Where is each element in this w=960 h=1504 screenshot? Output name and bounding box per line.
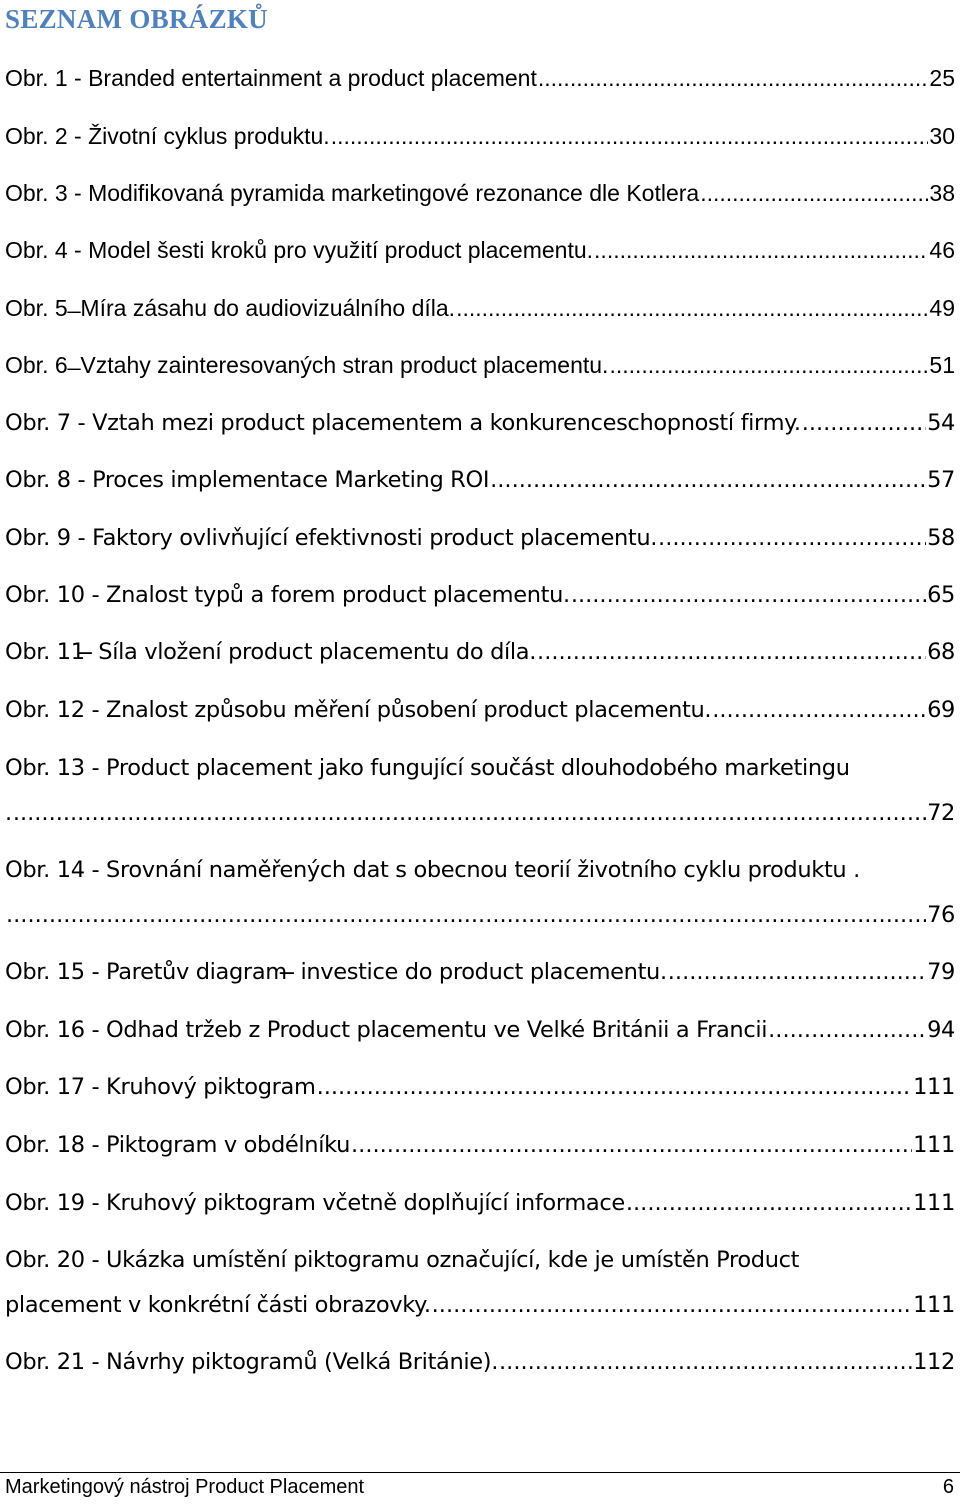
- dot-leader: [432, 1285, 912, 1325]
- dot-leader: [456, 288, 928, 328]
- dot-leader: [317, 1067, 913, 1107]
- figure-entry-page-number: 79: [927, 959, 955, 985]
- figure-entry[interactable]: [5, 632, 955, 672]
- dot-leader: [594, 230, 928, 270]
- figure-entry-page-number: 46: [929, 237, 955, 263]
- figure-entry[interactable]: [5, 1183, 955, 1223]
- figure-entry[interactable]: [5, 460, 955, 500]
- figure-entry-page-number: 69: [927, 697, 955, 723]
- list-of-figures-heading: SEZNAM OBRÁZKŮ: [5, 4, 268, 34]
- figure-entry[interactable]: [5, 288, 955, 328]
- figure-entry[interactable]: [5, 1342, 955, 1382]
- figure-entry-line: [5, 575, 955, 615]
- figure-entry-line: [5, 460, 955, 500]
- dot-leader: [331, 116, 929, 156]
- figure-entry-line: [5, 1010, 955, 1050]
- dot-leader: [537, 632, 926, 672]
- figure-entry-line: [5, 1067, 955, 1107]
- figure-entry-label-line1: Obr. 20 - Ukázka umístění piktogramu označující, kde je umístěn Product: [5, 1247, 800, 1273]
- dot-leader: [802, 403, 926, 443]
- figure-entry[interactable]: [5, 116, 955, 156]
- figure-entry-line: [5, 230, 955, 270]
- figure-entry-label-line1: Obr. 13 - Product placement jako fungující součást dlouhodobého marketingu: [5, 755, 850, 781]
- figure-entry[interactable]: [5, 575, 955, 615]
- figure-entry-page-number: 58: [927, 525, 955, 551]
- dot-leader: [712, 690, 926, 730]
- figure-entry-label: Obr. 17 - Kruhový piktogram: [5, 1074, 316, 1100]
- figure-entry-line: [5, 952, 955, 992]
- figure-entry-label: Obr. 2 - Životní cyklus produktu.: [5, 123, 330, 149]
- figure-entry-label: Obr. 7 - Vztah mezi product placementem a konkurenceschopností firmy.: [5, 410, 801, 436]
- figure-entry-label: Obr. 6 ̶ Vztahy zainteresovaných stran product placementu.: [5, 352, 609, 378]
- figure-entry[interactable]: [5, 1010, 955, 1050]
- footer-page-number: 6: [942, 1476, 954, 1498]
- figure-entry-line: [5, 58, 955, 98]
- figure-entry-page-number: 65: [927, 582, 955, 608]
- figure-entry[interactable]: [5, 1240, 955, 1325]
- dot-leader: [571, 575, 926, 615]
- figure-entry-label: Obr. 16 - Odhad tržeb z Product placementu ve Velké Británii a Francii: [5, 1017, 768, 1043]
- footer-rule: [0, 1472, 960, 1473]
- figure-entry-line: [5, 1125, 955, 1165]
- figure-entry-line: [5, 403, 955, 443]
- figure-entry-line: [5, 345, 955, 385]
- figure-entry-label: Obr. 4 - Model šesti kroků pro využití product placementu.: [5, 237, 594, 263]
- dot-leader: [658, 518, 926, 558]
- dot-leader: [490, 460, 926, 500]
- figure-entry-page-number: 111: [913, 1074, 955, 1100]
- figure-entry-page-number: 38: [929, 180, 955, 206]
- figure-entry-label: Obr. 18 - Piktogram v obdélníku: [5, 1132, 351, 1158]
- figure-entry-label: Obr. 8 - Proces implementace Marketing ROI: [5, 467, 490, 493]
- figure-entry-label: Obr. 21 - Návrhy piktogramů (Velká Británie).: [5, 1349, 499, 1375]
- figure-entry-page-number: 51: [929, 352, 955, 378]
- figure-entry-page-number: 30: [929, 123, 955, 149]
- figure-entry-page-number: 111: [913, 1190, 955, 1216]
- dot-leader: [6, 895, 926, 935]
- dot-leader: [700, 173, 928, 213]
- figure-entry-line: [5, 116, 955, 156]
- figure-entry[interactable]: [5, 748, 955, 833]
- figure-entry[interactable]: [5, 518, 955, 558]
- figure-entry-label: .: [5, 800, 12, 826]
- figure-entry-label: Obr. 15 - Paretův diagram ̶ investice do product placementu.: [5, 959, 667, 985]
- dot-leader: [626, 1183, 912, 1223]
- figure-entry[interactable]: [5, 345, 955, 385]
- footer-title: Marketingový nástroj Product Placement: [5, 1476, 365, 1498]
- figure-entry[interactable]: [5, 1067, 955, 1107]
- figure-entry-page-number: 112: [913, 1349, 955, 1375]
- figure-entry-page-number: 94: [927, 1017, 955, 1043]
- figure-entry-label: Obr. 3 - Modifikovaná pyramida marketingové rezonance dle Kotlera: [5, 180, 700, 206]
- dot-leader: [768, 1010, 926, 1050]
- dot-leader: [13, 793, 926, 833]
- figure-entry-line: [5, 173, 955, 213]
- figure-entry[interactable]: [5, 173, 955, 213]
- figure-entry-label-line1: Obr. 14 - Srovnání naměřených dat s obecnou teorií životního cyklu produktu .: [5, 857, 860, 883]
- figure-entry-label: Obr. 10 - Znalost typů a forem product placementu.: [5, 582, 570, 608]
- figure-entry-page-number: 49: [929, 295, 955, 321]
- figure-entry-label: Obr. 19 - Kruhový piktogram včetně doplňující informace: [5, 1190, 625, 1216]
- figure-entry-line: [5, 793, 955, 833]
- figure-entry-page-number: 72: [927, 800, 955, 826]
- figure-entry-page-number: 76: [927, 902, 955, 928]
- figure-entry-page-number: 111: [913, 1132, 955, 1158]
- figure-entry-page-number: 111: [913, 1292, 955, 1318]
- figure-entry[interactable]: [5, 58, 955, 98]
- figure-entry-label: Obr. 12 - Znalost způsobu měření působení product placementu.: [5, 697, 712, 723]
- figure-entry-page-number: 68: [927, 639, 955, 665]
- figure-entry-label: Obr. 9 - Faktory ovlivňující efektivnosti product placementu.: [5, 525, 658, 551]
- dot-leader: [668, 952, 926, 992]
- figure-entry-line: [5, 895, 955, 935]
- figure-entry[interactable]: [5, 1125, 955, 1165]
- figure-entry[interactable]: [5, 952, 955, 992]
- figure-entry-line: [5, 632, 955, 672]
- figure-entry-label: Obr. 1 - Branded entertainment a product placement: [5, 65, 537, 91]
- figure-entry-line: [5, 690, 955, 730]
- figure-entry-label: Obr. 5 ̶ Míra zásahu do audiovizuálního díla.: [5, 295, 456, 321]
- dot-leader: [538, 58, 929, 98]
- dot-leader: [351, 1125, 912, 1165]
- dot-leader: [499, 1342, 912, 1382]
- figure-entry-line: [5, 1342, 955, 1382]
- dot-leader: [609, 345, 928, 385]
- figure-entry-line: [5, 1285, 955, 1325]
- figure-entry-page-number: 54: [927, 410, 955, 436]
- figure-entry-line: [5, 518, 955, 558]
- figure-entry-page-number: 57: [927, 467, 955, 493]
- figure-entry-page-number: 25: [929, 65, 955, 91]
- figure-entry-label: Obr. 11 ̶ Síla vložení product placementu do díla.: [5, 639, 537, 665]
- figure-entry-label: placement v konkrétní části obrazovky.: [5, 1292, 431, 1318]
- figure-entry-line: [5, 288, 955, 328]
- figure-entry[interactable]: [5, 850, 955, 935]
- figure-entry[interactable]: [5, 403, 955, 443]
- figure-entry-line: [5, 1183, 955, 1223]
- figure-entry[interactable]: [5, 690, 955, 730]
- figure-entry[interactable]: [5, 230, 955, 270]
